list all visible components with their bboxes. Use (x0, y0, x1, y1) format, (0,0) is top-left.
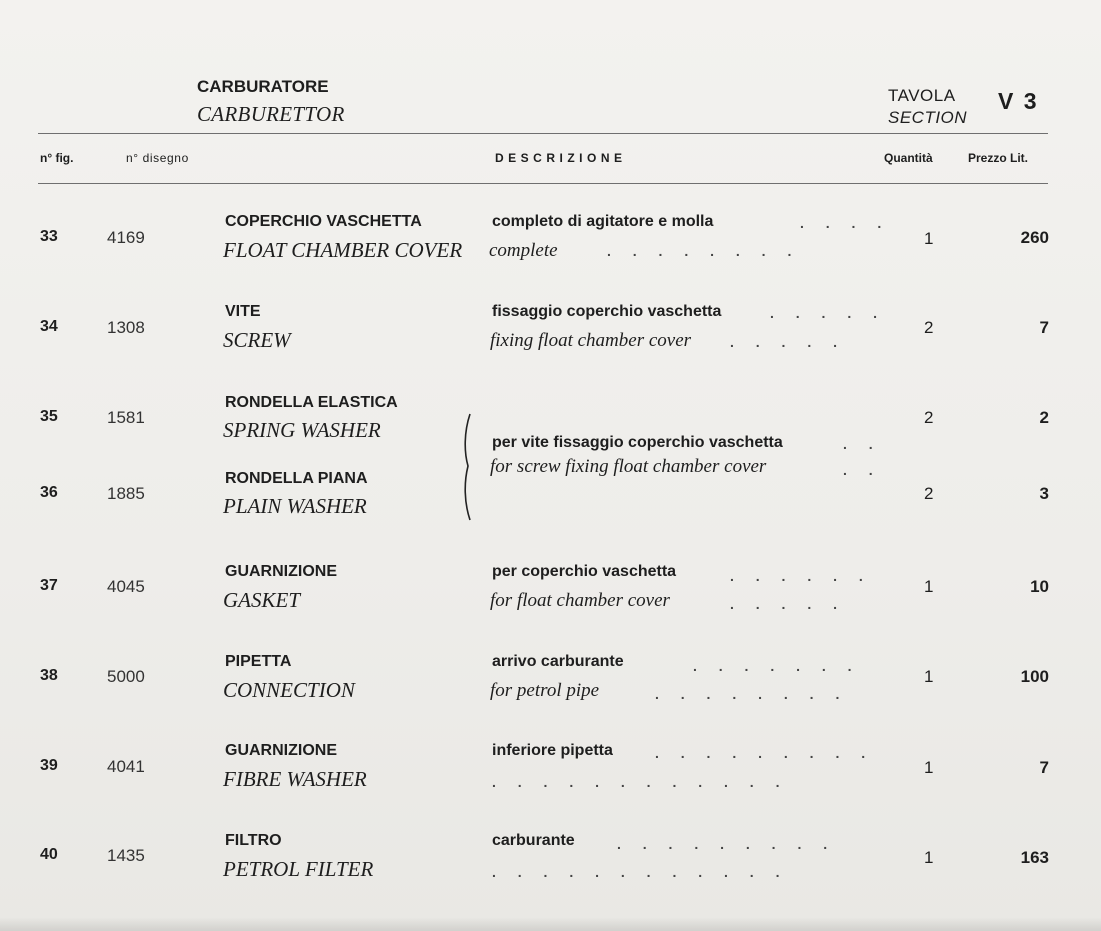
part-name-italian: PIPETTA (225, 653, 292, 670)
price: 10 (1030, 577, 1049, 596)
section-label: SECTION (888, 108, 968, 127)
description-italian: inferiore pipetta (492, 742, 613, 759)
dot-leader: . . . . . . . . . . . . (492, 864, 780, 880)
part-name-italian: FILTRO (225, 832, 282, 849)
dot-leader: . . . . (800, 215, 882, 231)
drawing-number: 1581 (107, 408, 145, 427)
dot-leader: . . . . . (730, 596, 838, 612)
description-english: complete (489, 240, 558, 261)
part-name-english: SPRING WASHER (223, 418, 381, 442)
col-header-prezzo: Prezzo Lit. (968, 151, 1029, 165)
fig-number: 34 (40, 318, 58, 335)
description-english: for petrol pipe (490, 680, 600, 701)
col-header-disegno: n° disegno (126, 151, 189, 165)
dot-leader: . . . . . . . . . . . . (492, 774, 780, 790)
tavola-label: TAVOLA (888, 86, 956, 105)
part-name-italian: RONDELLA ELASTICA (225, 394, 398, 411)
fig-number: 37 (40, 577, 58, 594)
dot-leader: . . . . . . . . . (617, 836, 828, 852)
drawing-number: 5000 (107, 667, 145, 686)
description-italian: per vite fissaggio coperchio vaschetta (492, 434, 783, 451)
description-italian: completo di agitatore e molla (492, 213, 714, 230)
price: 3 (1039, 484, 1049, 503)
col-header-fig: n° fig. (40, 151, 74, 165)
description-english: for float chamber cover (490, 590, 670, 611)
quantity: 2 (924, 318, 934, 337)
description-italian: per coperchio vaschetta (492, 563, 677, 580)
quantity: 1 (924, 229, 934, 248)
price: 260 (1020, 228, 1049, 247)
fig-number: 39 (40, 757, 58, 774)
quantity: 1 (924, 577, 934, 596)
dot-leader: . . (843, 436, 873, 452)
drawing-number: 1885 (107, 484, 145, 503)
part-name-english: FIBRE WASHER (223, 767, 367, 791)
drawing-number: 4045 (107, 577, 145, 596)
dot-leader: . . (843, 462, 873, 478)
part-name-italian: GUARNIZIONE (225, 563, 337, 580)
fig-number: 35 (40, 408, 58, 425)
fig-number: 38 (40, 667, 58, 684)
part-name-italian: COPERCHIO VASCHETTA (225, 213, 422, 230)
fig-number: 40 (40, 846, 58, 863)
part-name-english: CONNECTION (223, 678, 355, 702)
description-english: fixing float chamber cover (490, 330, 692, 351)
header-rule-bottom (38, 183, 1048, 184)
dot-leader: . . . . . (730, 334, 838, 350)
drawing-number: 1308 (107, 318, 145, 337)
grouping-brace (458, 412, 476, 522)
quantity: 1 (924, 667, 934, 686)
quantity: 2 (924, 408, 934, 427)
description-english: for screw fixing float chamber cover (490, 456, 767, 477)
col-header-quantita: Quantità (884, 151, 933, 165)
section-title-italian: CARBURATORE (197, 77, 329, 96)
drawing-number: 4041 (107, 757, 145, 776)
price: 163 (1020, 848, 1049, 867)
quantity: 2 (924, 484, 934, 503)
part-name-english: FLOAT CHAMBER COVER (223, 238, 463, 262)
part-name-english: PETROL FILTER (223, 857, 374, 881)
fig-number: 33 (40, 228, 58, 245)
part-name-english: PLAIN WASHER (223, 494, 367, 518)
col-header-descrizione: DESCRIZIONE (495, 151, 627, 165)
drawing-number: 1435 (107, 846, 145, 865)
section-title-english: CARBURETTOR (197, 102, 345, 126)
dot-leader: . . . . . . . . (607, 243, 792, 259)
description-italian: fissaggio coperchio vaschetta (492, 303, 722, 320)
description-italian: carburante (492, 832, 575, 849)
section-code: V 3 (998, 88, 1039, 114)
description-italian: arrivo carburante (492, 653, 624, 670)
quantity: 1 (924, 758, 934, 777)
part-name-italian: RONDELLA PIANA (225, 470, 368, 487)
drawing-number: 4169 (107, 228, 145, 247)
dot-leader: . . . . . . . . (655, 686, 840, 702)
page-edge-shadow (0, 917, 1101, 931)
price: 7 (1039, 758, 1049, 777)
dot-leader: . . . . . . . . . (655, 745, 866, 761)
fig-number: 36 (40, 484, 58, 501)
dot-leader: . . . . . . (730, 568, 863, 584)
part-name-english: GASKET (223, 588, 301, 612)
dot-leader: . . . . . . . (693, 658, 852, 674)
price: 100 (1020, 667, 1049, 686)
dot-leader: . . . . . (770, 305, 878, 321)
price: 7 (1039, 318, 1049, 337)
part-name-english: SCREW (223, 328, 291, 352)
price: 2 (1039, 408, 1049, 427)
part-name-italian: VITE (225, 303, 261, 320)
quantity: 1 (924, 848, 934, 867)
part-name-italian: GUARNIZIONE (225, 742, 337, 759)
header-rule-top (38, 133, 1048, 134)
